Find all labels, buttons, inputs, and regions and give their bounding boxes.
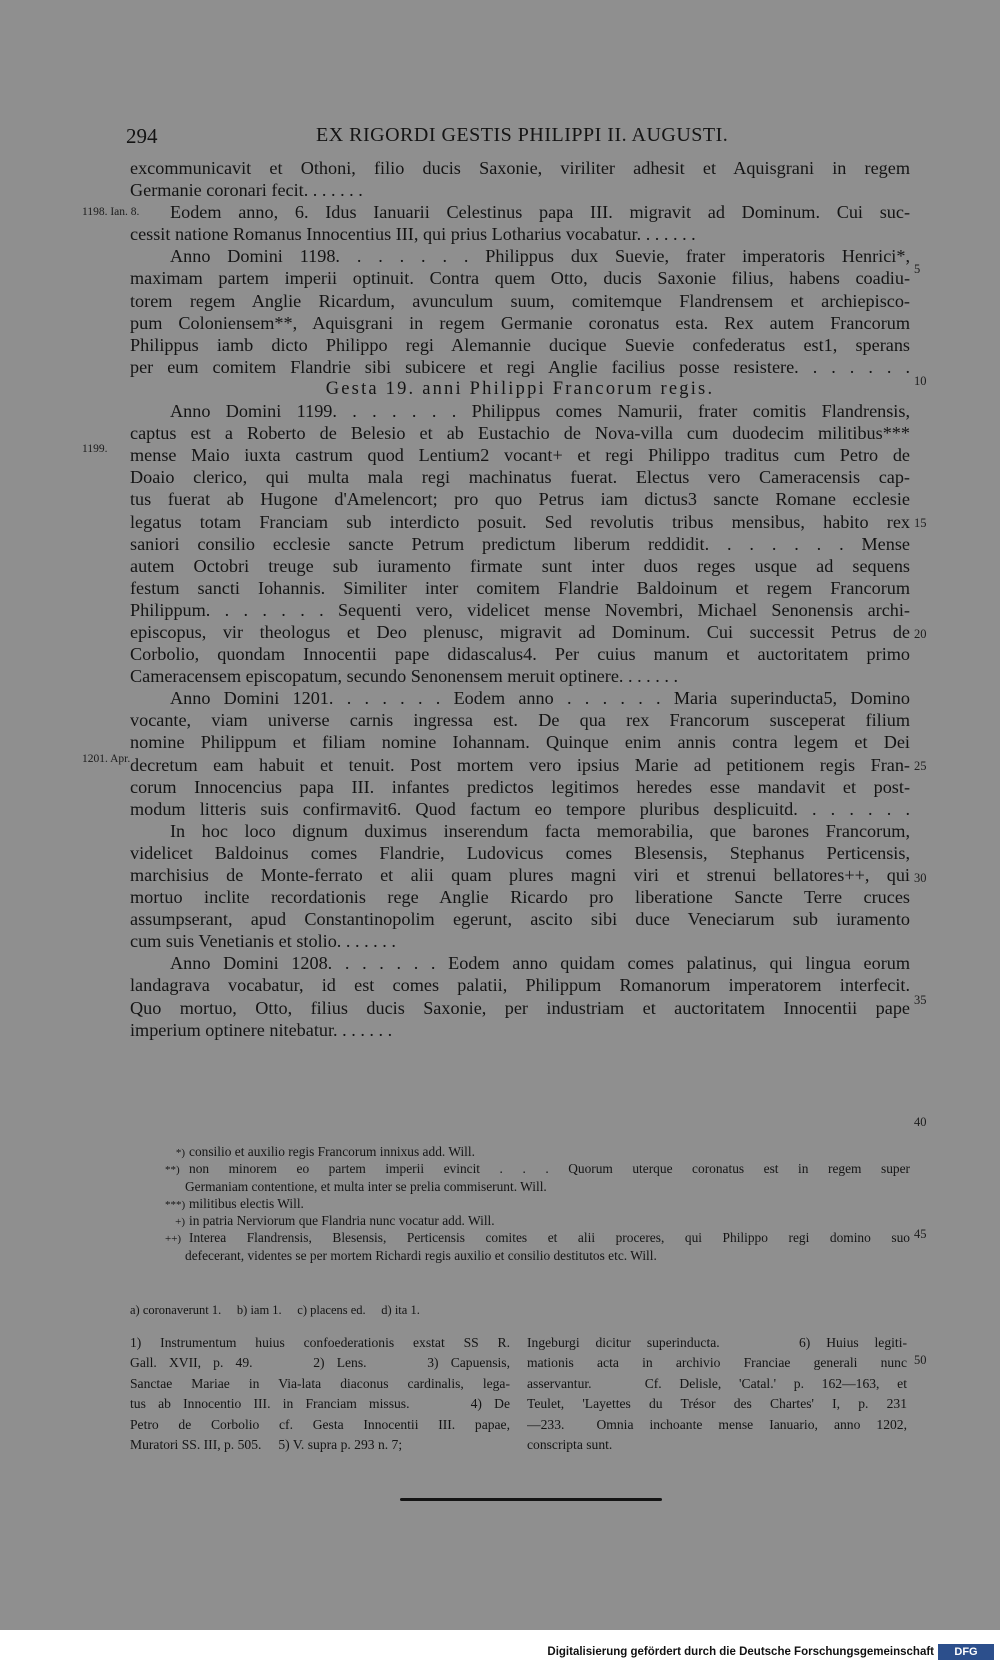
text-line: imperium optinere nitebatur. . . . . . .	[130, 1019, 393, 1040]
text-line: per eum comitem Flandrie sibi subicere et regi Anglie facilius posse resistere. . . . . . .	[130, 356, 910, 377]
margin-date-1199-text: 1199.	[82, 443, 108, 455]
note-marker: ++)	[165, 1233, 182, 1246]
note-line: asservantur. Cf. Delisle, 'Catal.' p. 162—163, et	[527, 1375, 907, 1391]
note-line: conscripta sunt.	[527, 1436, 613, 1452]
starred-note-line	[165, 1229, 910, 1246]
note-line: Muratori SS. III, p. 505. 5) V. supra p. 293 n. 7;	[130, 1436, 403, 1452]
line-number: 40	[914, 1115, 927, 1129]
line-number: 30	[914, 871, 927, 885]
line-number: 10	[914, 374, 927, 388]
line-number: 20	[914, 627, 927, 641]
numbered-notes-left	[130, 1333, 510, 1455]
text-line: Germanie coronari fecit. . . . . . .	[130, 180, 363, 201]
text-line: Anno Domini 1198. . . . . . . Philippus dux Suevie, frater imperatoris Henrici*,	[170, 246, 910, 267]
text-line: Eodem anno, 6. Idus Ianuarii Celestinus papa III. migravit ad Dominum. Cui suc-	[170, 202, 910, 223]
dfg-logo: DFG	[938, 1644, 994, 1660]
numbered-notes-right	[527, 1333, 907, 1455]
text-line: Anno Domini 1208. . . . . . . Eodem anno quidam comes palatinus, qui lingua eorum	[170, 953, 910, 974]
text-line: legatus totam Franciam sub interdicto posuit. Sed revolutis tribus mensibus, habito rex	[130, 511, 910, 532]
text-line: Philippum. . . . . . . Sequenti vero, videlicet mense Novembri, Michael Senonensis archi-	[130, 599, 910, 620]
note-line: Ingeburgi dicitur superinducta. 6) Huius legiti-	[527, 1335, 907, 1350]
line-number: 50	[914, 1353, 927, 1367]
text-line: modum litteris suis confirmavit6. Quod factum eo tempore pluribus desplicuitd. . . . . . .	[130, 798, 910, 819]
note-marker: *)	[175, 1147, 185, 1159]
starred-note-line	[165, 1195, 910, 1212]
note-text: non minorem eo partem imperii evincit . . . Quorum uterque coronatus est in regem super	[189, 1161, 910, 1177]
starred-note-line	[165, 1247, 910, 1264]
note-text: in patria Nerviorum que Flandria nunc vocatur add. Will.	[189, 1213, 495, 1229]
note-line: Petro de Corbolio cf. Gesta Innocentii III. papae,	[130, 1416, 510, 1432]
text-line: tus fuerat ab Hugone d'Amelencort; pro quo Petrus iam dictus3 sancte Romane ecclesie	[130, 489, 910, 510]
note-line: mationis acta in archivio Franciae generali nunc	[527, 1355, 907, 1371]
text-line: episcopus, vir theologus et Deo plenusc, migravit ad Dominum. Cui successit Petrus de	[130, 621, 910, 642]
text-line: Anno Domini 1201. . . . . . . Eodem anno . . . . . . Maria superinducta5, Domino	[170, 688, 910, 709]
text-line: In hoc loco dignum duximus inserendum facta memorabilia, que barones Francorum,	[170, 820, 910, 841]
note-marker: +)	[175, 1216, 185, 1229]
section-heading: Gesta 19. anni Philippi Francorum regis.	[325, 378, 715, 399]
note-text: Germaniam contentione, et multa inter se prelia commiserunt. Will.	[185, 1178, 547, 1194]
text-line: maximam partem imperii optinuit. Contra quem Otto, ducis Saxonie filius, habens coadiu-	[130, 268, 910, 289]
text-line: saniori consilio ecclesie sancte Petrum predictum liberum reddidit. . . . . . . Mense	[130, 533, 910, 554]
starred-note-line	[165, 1178, 910, 1195]
margin-date-1198-text: 1198. Ian. 8.	[82, 206, 140, 218]
line-number: 25	[914, 759, 927, 773]
text-line: cessit natione Romanus Innocentius III, qui prius Lotharius vocabatur. . . . . . .	[130, 224, 696, 245]
note-line: 1) Instrumentum huius confoederationis exstat SS R.	[130, 1335, 510, 1350]
text-line: mortuo inclite recordationis rege Anglie Ricardo pro liberatione Sancte Terre cruces	[130, 887, 910, 908]
text-line: cum suis Venetianis et stolio. . . . . . .	[130, 931, 396, 952]
note-line: Gall. XVII, p. 49. 2) Lens. 3) Capuensis,	[130, 1355, 510, 1371]
text-line: Corbolio, quondam Innocentii pape didascalus4. Per cuius manum et auctoritatem primo	[130, 644, 910, 665]
starred-note-line	[165, 1160, 910, 1177]
note-line: tus ab Innocentio III. in Franciam missus. 4) De	[130, 1396, 510, 1412]
text-line: vocante, viam universe carnis ingressa est. De qua rex Francorum susceperat filium	[130, 710, 910, 731]
text-line: pum Coloniensem**, Aquisgrani in regem Germanie coronatus esta. Rex autem Francorum	[130, 312, 910, 333]
note-line: Sanctae Mariae in Via-lata diaconus cardinalis, lega-	[130, 1375, 510, 1391]
line-number: 45	[914, 1227, 927, 1241]
line-number: 5	[914, 262, 921, 276]
variant-readings: a) coronaverunt 1. b) iam 1. c) placens ed. d) ita 1.	[130, 1303, 420, 1317]
starred-note-line	[165, 1143, 910, 1160]
note-text: militibus electis Will.	[189, 1195, 304, 1211]
text-line: assumpserant, apud Constantinopolim egerunt, ascito sibi duce Veneciarum sub iuramento	[130, 909, 910, 930]
end-rule	[400, 1498, 662, 1501]
note-line: Teulet, 'Layettes du Trésor des Chartes' I, p. 231	[527, 1396, 907, 1412]
note-text: consilio et auxilio regis Francorum innixus add. Will.	[189, 1144, 475, 1159]
text-line: Quo mortuo, Otto, filius ducis Saxonie, per industriam et auctoritatem Innocentii pape	[130, 997, 910, 1018]
text-line: captus est a Roberto de Belesio et ab Eustachio de Nova-villa cum duodecim militibus***	[130, 423, 910, 444]
note-text: Interea Flandrensis, Blesensis, Perticensis comites et alii proceres, qui Philippo regi domino suo	[189, 1230, 910, 1246]
line-number: 35	[914, 993, 927, 1007]
note-text: defecerant, videntes se per mortem Richardi regis auxilio et consilio destitutos etc. Will.	[185, 1247, 657, 1263]
text-line: Cameracensem episcopatum, secundo Senonensem meruit optinere. . . . . . .	[130, 666, 678, 687]
text-line: festum sancti Iohannis. Similiter inter comitem Flandrie Baldoinum et regem Francorum	[130, 577, 910, 598]
margin-date-1198	[82, 206, 139, 218]
margin-date-1199	[82, 443, 107, 455]
note-marker: ***)	[165, 1198, 186, 1211]
text-line: videlicet Baldoinus comes Flandrie, Ludovicus comes Blesensis, Stephanus Perticensis,	[130, 842, 910, 863]
text-line: landagrava vocabatur, id est comes palatii, Philippum Romanorum imperatorem interfecit.	[130, 975, 910, 996]
text-line: Anno Domini 1199. . . . . . . Philippus comes Namurii, frater comitis Flandrensis,	[170, 401, 910, 422]
text-line: decretum eam habuit et tenuit. Post mortem vero ipsius Marie ad petitionem regis Fran-	[130, 754, 910, 775]
margin-date-1201-text: 1201. Apr.	[82, 753, 131, 765]
text-line: nomine Philippum et filiam nomine Iohannam. Quinque enim annis contra legem et Dei	[130, 732, 910, 753]
page-number: 294	[126, 124, 158, 148]
margin-date-1201	[82, 753, 130, 765]
note-marker: **)	[165, 1164, 180, 1177]
digitization-credit: Digitalisierung gefördert durch die Deutsche Forschungsgemeinschaft	[547, 1646, 934, 1658]
starred-notes	[165, 1143, 910, 1264]
text-line: Philippus iamb dicto Philippo regi Alemannie ducique Suevie confederatus est1, sperans	[130, 334, 910, 355]
text-line: excommunicavit et Othoni, filio ducis Saxonie, viriliter adhesit et Aquisgrani in regem	[130, 158, 910, 178]
starred-note-line	[165, 1212, 910, 1229]
main-text	[130, 157, 910, 1041]
text-line: mense Maio iuxta castrum quod Lentium2 vocant+ et regi Philippo traditus cum Petro de	[130, 445, 910, 466]
running-title: EX RIGORDI GESTIS PHILIPPI II. AUGUSTI.	[316, 124, 729, 146]
text-line: autem Octobri treuge sub iuramento firmate sunt inter duos reges usque ad sequens	[130, 555, 910, 576]
text-line: torem regem Anglie Ricardum, avunculum suum, comitemque Flandrensem et archiepisco-	[130, 290, 910, 311]
text-line: Doaio clerico, qui multa mala regi machinatus fuerat. Electus vero Cameracensis cap-	[130, 467, 910, 488]
text-line: corum Innocencius papa III. infantes predictos legitimos heredes esse mandavit et post-	[130, 776, 910, 797]
text-line: marchisius de Monte-ferrato et alii quam plures magni viri et strenui bellatores++, qui	[130, 865, 910, 885]
note-line: —233. Omnia inchoante mense Ianuario, anno 1202,	[527, 1416, 907, 1432]
line-number: 15	[914, 516, 927, 530]
